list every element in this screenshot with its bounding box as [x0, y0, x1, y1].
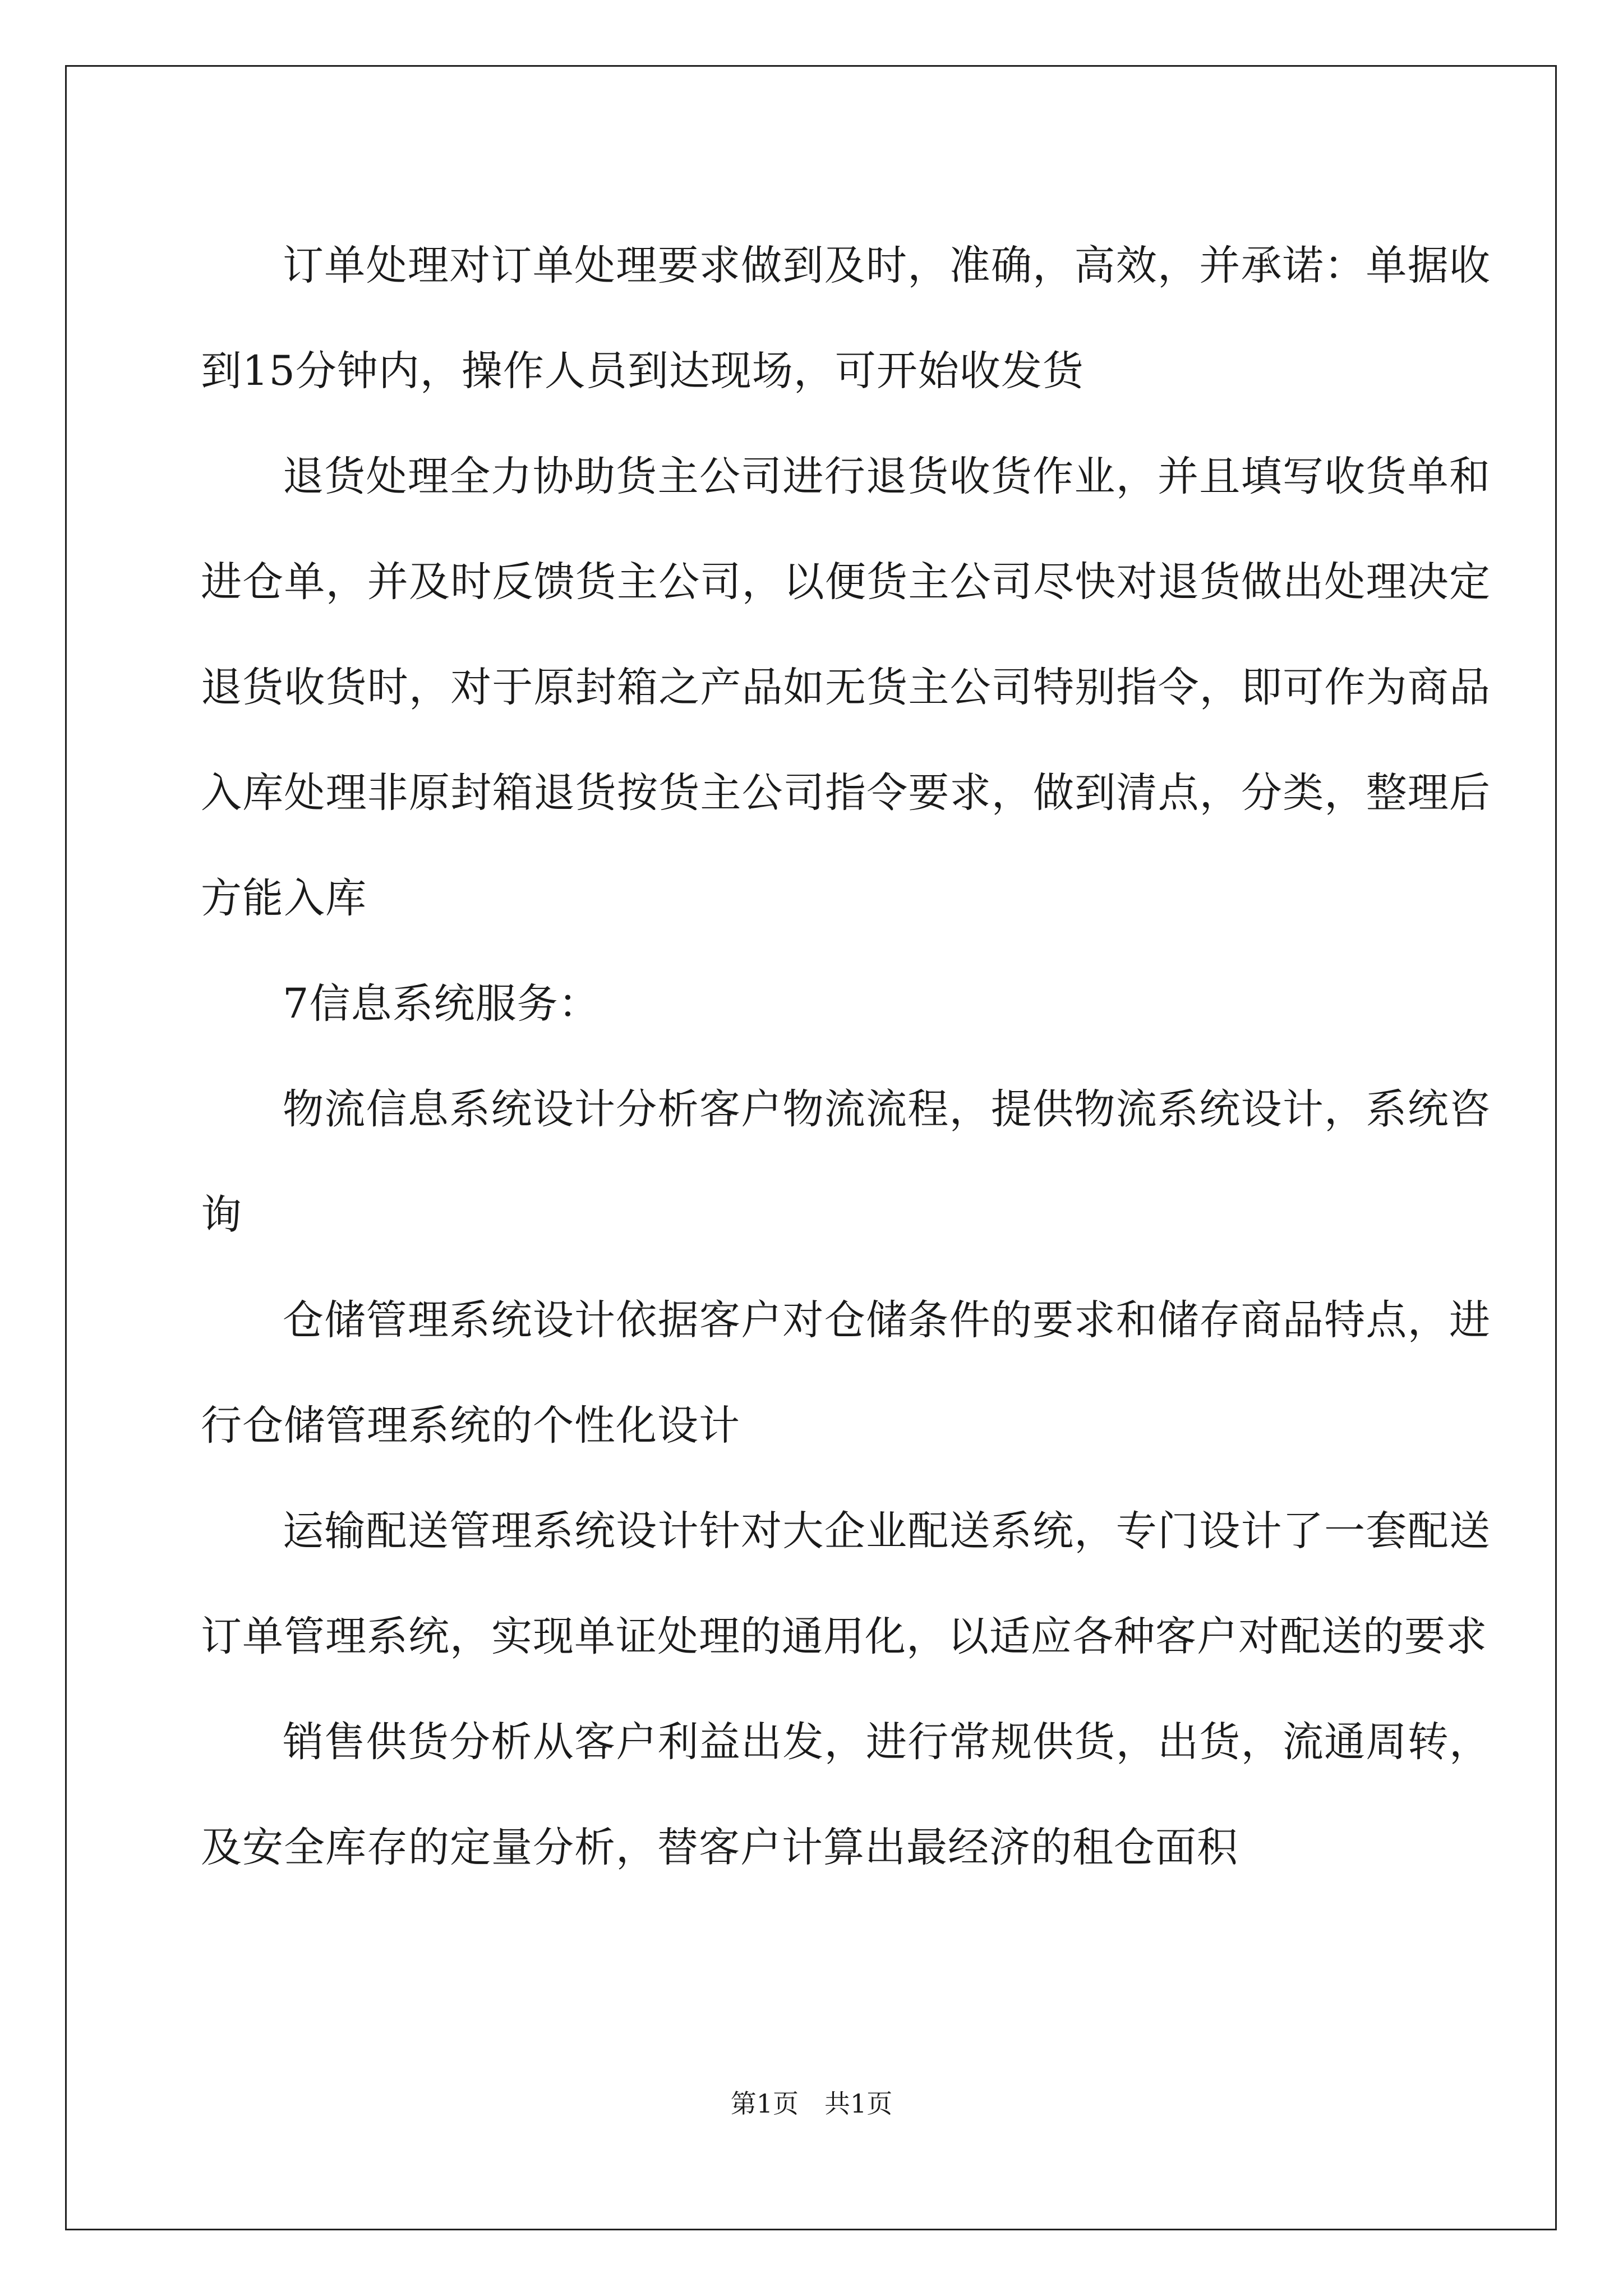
document-body	[201, 213, 1491, 1901]
paragraph-order-processing: 订单处理对订单处理要求做到及时，准确，高效，并承诺：单据收到15分钟内，操作人员到达现场，可开始收发货	[201, 242, 1491, 395]
paragraph-logistics-info-system: 物流信息系统设计分析客户物流流程，提供物流系统设计，系统咨询	[201, 1085, 1491, 1239]
paragraph-info-system-heading: 7信息系统服务：	[283, 980, 600, 1028]
paragraph-sales-supply-analysis: 销售供货分析从客户利益出发，进行常规供货，出货，流通周转，及安全库存的定量分析，替客户计算出最经济的租仓面积	[201, 1718, 1491, 1871]
paragraph-return-processing: 退货处理全力协助货主公司进行退货收货作业，并且填写收货单和进仓单，并及时反馈货主公司，以便货主公司尽快对退货做出处理决定退货收货时，对于原封箱之产品如无货主公司特别指令，即可作为商品入库处理非原封箱退货按货主公司指令要求，做到清点，分类，整理后方能入库	[201, 453, 1491, 922]
paragraph-transport-distribution: 运输配送管理系统设计针对大企业配送系统，专门设计了一套配送订单管理系统，实现单证处理的通用化，以适应各种客户对配送的要求	[201, 1507, 1491, 1660]
page-number: 第1页	[730, 2088, 799, 2119]
paragraph-warehouse-management: 仓储管理系统设计依据客户对仓储条件的要求和储存商品特点，进行仓储管理系统的个性化设计	[201, 1296, 1491, 1450]
page-footer	[0, 2087, 1623, 2120]
page-total: 共1页	[824, 2088, 893, 2119]
